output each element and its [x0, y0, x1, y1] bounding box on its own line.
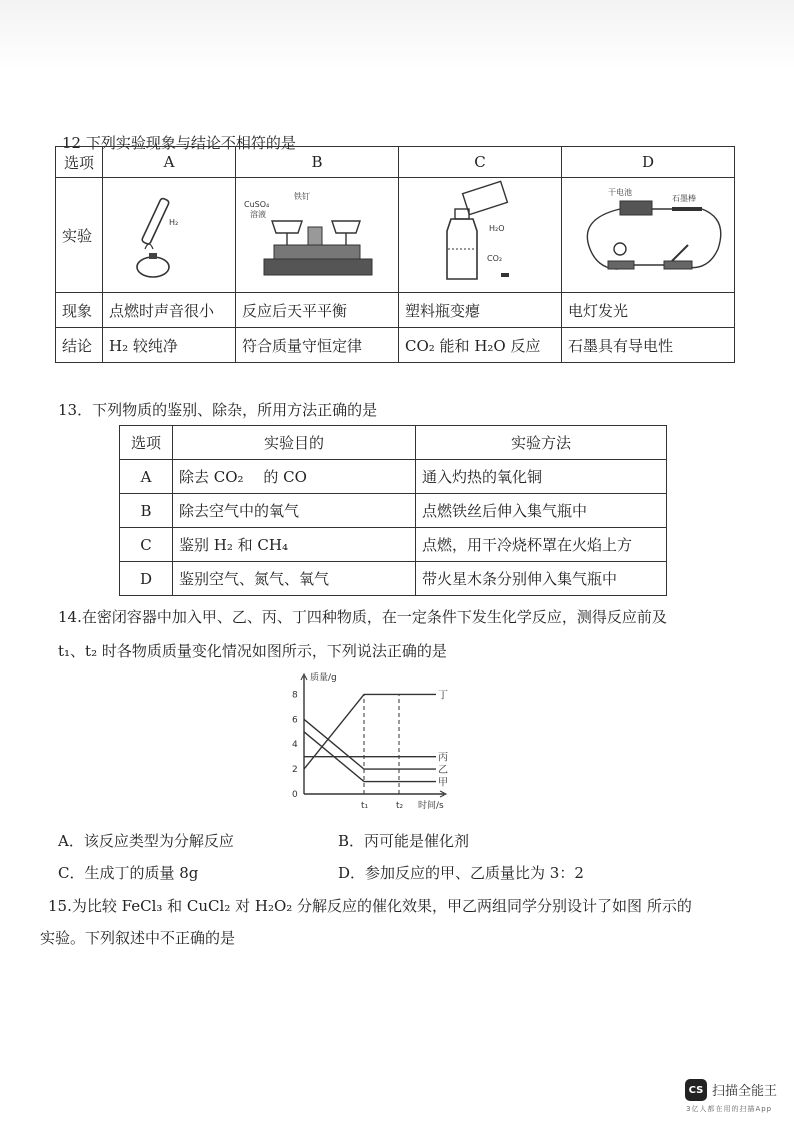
- series-label: 甲: [438, 777, 448, 789]
- b-iron-nail-label: 铁钉: [294, 192, 310, 201]
- q12-header-c: C: [399, 147, 562, 178]
- y-axis-label: 质量/g: [310, 673, 337, 683]
- q13-method-b: 点燃铁丝后伸入集气瓶中: [416, 494, 667, 528]
- y-tick-label: 6: [292, 715, 298, 726]
- q12-experiment-row: [56, 178, 735, 293]
- q15-line1: 15.为比较 FeCl₃ 和 CuCl₂ 对 H₂O₂ 分解反应的催化效果，甲乙两组同学分别设计了如图 所示的: [48, 897, 692, 915]
- q13-option-b: B: [120, 494, 173, 528]
- q14-option-c: C．生成丁的质量 8g: [58, 864, 199, 882]
- q13-purpose-a: 除去 CO₂ 的 CO: [173, 460, 416, 494]
- q12-figure-b: [236, 178, 399, 293]
- q15-line2: 实验。下列叙述中不正确的是: [40, 929, 236, 947]
- plastic-bottle-figure: [405, 179, 555, 287]
- q12-header-option: 选项: [56, 147, 103, 178]
- series-label: 丙: [438, 752, 448, 764]
- q12-figure-d: [562, 178, 735, 293]
- x-tick-label: t₁: [361, 801, 369, 811]
- q12-conclusion-row: [56, 328, 735, 363]
- balance-figure: [242, 179, 392, 287]
- burning-test-tube-figure: [109, 183, 229, 283]
- d-battery-label: 干电池: [608, 188, 632, 197]
- scanner-app-name: 扫描全能王: [712, 1084, 778, 1099]
- q12-phenomenon-b: 反应后天平平衡: [236, 293, 399, 328]
- y-tick-label: 8: [292, 690, 298, 701]
- q12-experiment-label: 实验: [56, 178, 103, 293]
- scanner-tagline: 3亿人都在用的扫描App: [686, 1105, 773, 1113]
- table-row: [120, 494, 667, 528]
- q13-method-d: 带火星木条分别伸入集气瓶中: [416, 562, 667, 596]
- q13-option-c: C: [120, 528, 173, 562]
- q13-method-a: 通入灼热的氧化铜: [416, 460, 667, 494]
- y-tick-label: 0: [292, 790, 298, 800]
- mass-time-chart: [270, 672, 470, 817]
- q14-title-line2: t₁、t₂ 时各物质质量变化情况如图所示，下列说法正确的是: [58, 642, 447, 660]
- q13-table: [119, 425, 667, 596]
- b-cuso4-label: CuSO₄: [244, 200, 270, 209]
- q12-conclusion-d: 石墨具有导电性: [562, 328, 735, 363]
- q13-header-purpose: 实验目的: [173, 426, 416, 460]
- q14-title-line1: 14.在密闭容器中加入甲、乙、丙、丁四种物质，在一定条件下发生化学反应，测得反应前及: [58, 608, 667, 626]
- x-axis-label: 时间/s: [418, 801, 444, 811]
- series-label: 丁: [438, 690, 448, 702]
- q12-figure-c: [399, 178, 562, 293]
- y-tick-label: 4: [292, 740, 298, 751]
- q14-option-b: B．丙可能是催化剂: [338, 832, 470, 850]
- q13-option-d: D: [120, 562, 173, 596]
- circuit-figure: [568, 179, 728, 287]
- c-co2-label: CO₂: [487, 254, 503, 263]
- series-line: [304, 694, 436, 769]
- q12-phenomenon-c: 塑料瓶变瘪: [399, 293, 562, 328]
- q12-conclusion-c: CO₂ 能和 H₂O 反应: [399, 328, 562, 363]
- q12-header-a: A: [103, 147, 236, 178]
- table-row: [120, 562, 667, 596]
- q12-header-b: B: [236, 147, 399, 178]
- q12-phenomenon-a: 点燃时声音很小: [103, 293, 236, 328]
- q14-option-a: A．该反应类型为分解反应: [58, 832, 234, 850]
- q12-figure-a: [103, 178, 236, 293]
- q13-header-method: 实验方法: [416, 426, 667, 460]
- y-tick-label: 2: [292, 765, 298, 776]
- q12-conclusion-label: 结论: [56, 328, 103, 363]
- q13-method-c: 点燃，用干冷烧杯罩在火焰上方: [416, 528, 667, 562]
- c-h2o-label: H₂O: [489, 224, 505, 233]
- x-tick-label: t₂: [396, 801, 404, 811]
- q12-header-d: D: [562, 147, 735, 178]
- table-row: [120, 460, 667, 494]
- q13-option-a: A: [120, 460, 173, 494]
- q12-conclusion-b: 符合质量守恒定律: [236, 328, 399, 363]
- b-solution-label: 溶液: [250, 210, 266, 219]
- q12-conclusion-a: H₂ 较纯净: [103, 328, 236, 363]
- a-h2-label: H₂: [169, 218, 179, 227]
- q13-header-option: 选项: [120, 426, 173, 460]
- table-row: [120, 528, 667, 562]
- q12-phenomenon-label: 现象: [56, 293, 103, 328]
- series-label: 乙: [438, 765, 448, 777]
- q12-header-row: [56, 147, 735, 178]
- q13-purpose-d: 鉴别空气、氮气、氧气: [173, 562, 416, 596]
- q13-purpose-b: 除去空气中的氧气: [173, 494, 416, 528]
- q12-phenomenon-d: 电灯发光: [562, 293, 735, 328]
- q12-title: 12 下列实验现象与结论不相符的是: [62, 134, 296, 152]
- q13-purpose-c: 鉴别 H₂ 和 CH₄: [173, 528, 416, 562]
- q13-title: 13．下列物质的鉴别、除杂，所用方法正确的是: [58, 401, 378, 419]
- q14-option-d: D．参加反应的甲、乙质量比为 3：2: [338, 864, 584, 882]
- d-graphite-label: 石墨棒: [672, 194, 696, 203]
- q12-table: [55, 146, 735, 363]
- scanner-logo-icon: CS: [685, 1079, 707, 1101]
- q13-header-row: [120, 426, 667, 460]
- q12-phenomenon-row: [56, 293, 735, 328]
